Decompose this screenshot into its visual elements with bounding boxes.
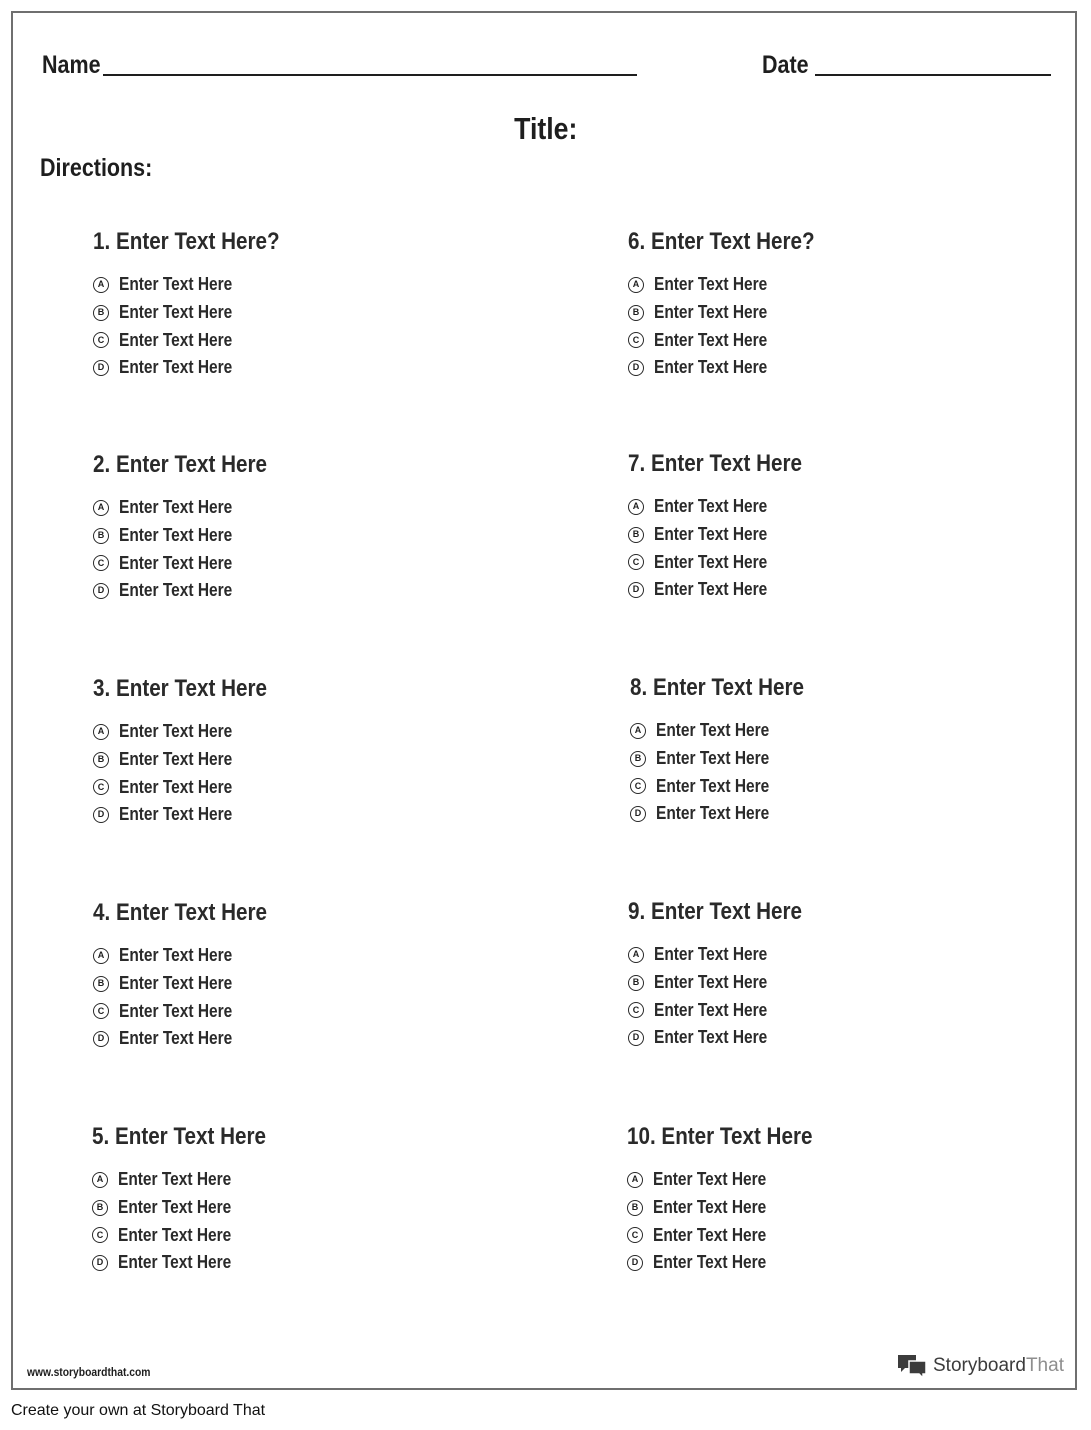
answer-option[interactable]: [93, 746, 533, 774]
answer-option[interactable]: [628, 354, 1068, 382]
option-text: Enter Text Here: [119, 302, 233, 323]
option-text: Enter Text Here: [654, 357, 768, 378]
option-text: Enter Text Here: [654, 496, 768, 517]
answer-option[interactable]: [630, 745, 1070, 773]
option-a-circle-icon: A: [93, 277, 109, 293]
question-text: 2. Enter Text Here: [93, 451, 267, 478]
option-c-circle-icon: C: [93, 779, 109, 795]
option-a-circle-icon: A: [93, 948, 109, 964]
option-c-circle-icon: C: [93, 555, 109, 571]
question-4: [93, 898, 533, 1053]
directions-label: Directions:: [40, 154, 153, 182]
answer-option[interactable]: [628, 996, 1068, 1024]
question-1: [93, 227, 533, 382]
option-text: Enter Text Here: [653, 1252, 767, 1273]
option-text: Enter Text Here: [119, 1028, 233, 1049]
option-text: Enter Text Here: [654, 999, 768, 1020]
option-text: Enter Text Here: [119, 497, 233, 518]
option-d-circle-icon: D: [93, 360, 109, 376]
answer-option[interactable]: [92, 1166, 532, 1194]
option-text: Enter Text Here: [654, 551, 768, 572]
answer-option[interactable]: [92, 1194, 532, 1222]
name-label: Name: [42, 51, 101, 79]
question-8: [630, 673, 1070, 828]
option-d-circle-icon: D: [628, 360, 644, 376]
option-text: Enter Text Here: [653, 1224, 767, 1245]
option-text: Enter Text Here: [656, 748, 770, 769]
question-text: 1. Enter Text Here?: [93, 228, 280, 255]
answer-option[interactable]: [93, 299, 533, 327]
option-text: Enter Text Here: [118, 1252, 232, 1273]
question-10: [627, 1122, 1067, 1277]
answer-option[interactable]: [627, 1194, 1067, 1222]
answer-option[interactable]: [93, 1025, 533, 1053]
option-a-circle-icon: A: [93, 500, 109, 516]
answer-option[interactable]: [93, 522, 533, 550]
question-9: [628, 897, 1068, 1052]
option-b-circle-icon: B: [628, 305, 644, 321]
option-c-circle-icon: C: [627, 1227, 643, 1243]
answer-option[interactable]: [93, 271, 533, 299]
answer-option[interactable]: [93, 970, 533, 998]
option-text: Enter Text Here: [119, 776, 233, 797]
option-c-circle-icon: C: [93, 1003, 109, 1019]
question-text: 9. Enter Text Here: [628, 898, 802, 925]
option-b-circle-icon: B: [93, 305, 109, 321]
answer-option[interactable]: [93, 773, 533, 801]
option-text: Enter Text Here: [119, 945, 233, 966]
option-d-circle-icon: D: [92, 1255, 108, 1271]
option-c-circle-icon: C: [628, 554, 644, 570]
answer-option[interactable]: [627, 1166, 1067, 1194]
question-text: 3. Enter Text Here: [93, 675, 267, 702]
option-text: Enter Text Here: [654, 329, 768, 350]
answer-option[interactable]: [93, 326, 533, 354]
answer-option[interactable]: [630, 800, 1070, 828]
option-text: Enter Text Here: [119, 552, 233, 573]
logo-word-storyboard: Storyboard: [933, 1355, 1026, 1376]
option-text: Enter Text Here: [653, 1197, 767, 1218]
answer-option[interactable]: [628, 576, 1068, 604]
option-a-circle-icon: A: [627, 1172, 643, 1188]
option-text: Enter Text Here: [654, 524, 768, 545]
option-text: Enter Text Here: [656, 775, 770, 796]
question-text: 6. Enter Text Here?: [628, 228, 815, 255]
answer-option[interactable]: [628, 1024, 1068, 1052]
answer-option[interactable]: [92, 1221, 532, 1249]
option-text: Enter Text Here: [119, 329, 233, 350]
answer-option[interactable]: [93, 718, 533, 746]
answer-option[interactable]: [628, 941, 1068, 969]
option-text: Enter Text Here: [119, 1000, 233, 1021]
answer-option[interactable]: [628, 969, 1068, 997]
option-text: Enter Text Here: [653, 1169, 767, 1190]
answer-option[interactable]: [628, 271, 1068, 299]
worksheet-page: [11, 11, 1077, 1390]
logo-wordmark: [933, 1355, 1064, 1377]
question-text: 7. Enter Text Here: [628, 450, 802, 477]
option-text: Enter Text Here: [118, 1224, 232, 1245]
worksheet-title-text: Title:: [514, 111, 578, 146]
option-a-circle-icon: A: [628, 277, 644, 293]
answer-option[interactable]: [627, 1249, 1067, 1277]
option-d-circle-icon: D: [628, 1030, 644, 1046]
answer-option[interactable]: [93, 801, 533, 829]
question-5: [92, 1122, 532, 1277]
answer-option[interactable]: [630, 717, 1070, 745]
option-c-circle-icon: C: [93, 332, 109, 348]
option-text: Enter Text Here: [119, 274, 233, 295]
worksheet-title: [13, 111, 1079, 147]
date-label: Date: [762, 51, 809, 79]
question-2: [93, 450, 533, 605]
storyboardthat-logo: [896, 1353, 1064, 1379]
option-c-circle-icon: C: [628, 1002, 644, 1018]
create-your-own-caption[interactable]: Create your own at Storyboard That: [11, 1402, 266, 1419]
option-text: Enter Text Here: [654, 274, 768, 295]
date-blank-line: [815, 74, 1051, 76]
option-b-circle-icon: B: [92, 1200, 108, 1216]
option-b-circle-icon: B: [93, 976, 109, 992]
answer-option[interactable]: [628, 493, 1068, 521]
option-text: Enter Text Here: [654, 1027, 768, 1048]
question-6: [628, 227, 1068, 382]
answer-option[interactable]: [628, 548, 1068, 576]
option-a-circle-icon: A: [92, 1172, 108, 1188]
answer-option[interactable]: [628, 299, 1068, 327]
option-text: Enter Text Here: [119, 525, 233, 546]
name-blank-line: [103, 74, 637, 76]
option-text: Enter Text Here: [119, 804, 233, 825]
option-text: Enter Text Here: [119, 749, 233, 770]
option-b-circle-icon: B: [93, 752, 109, 768]
option-text: Enter Text Here: [656, 720, 770, 741]
answer-option[interactable]: [630, 772, 1070, 800]
option-text: Enter Text Here: [119, 580, 233, 601]
option-d-circle-icon: D: [93, 1031, 109, 1047]
speech-bubbles-icon: [896, 1353, 928, 1379]
answer-option[interactable]: [628, 326, 1068, 354]
option-c-circle-icon: C: [630, 778, 646, 794]
option-text: Enter Text Here: [654, 302, 768, 323]
question-text: 4. Enter Text Here: [93, 899, 267, 926]
option-b-circle-icon: B: [93, 528, 109, 544]
option-d-circle-icon: D: [93, 807, 109, 823]
option-text: Enter Text Here: [119, 357, 233, 378]
option-a-circle-icon: A: [628, 947, 644, 963]
question-text: 5. Enter Text Here: [92, 1123, 266, 1150]
option-b-circle-icon: B: [630, 751, 646, 767]
option-text: Enter Text Here: [118, 1197, 232, 1218]
answer-option[interactable]: [93, 577, 533, 605]
option-text: Enter Text Here: [654, 972, 768, 993]
question-3: [93, 674, 533, 829]
answer-option[interactable]: [93, 942, 533, 970]
option-d-circle-icon: D: [628, 582, 644, 598]
answer-option[interactable]: [93, 549, 533, 577]
option-text: Enter Text Here: [654, 579, 768, 600]
option-text: Enter Text Here: [119, 721, 233, 742]
option-b-circle-icon: B: [628, 975, 644, 991]
question-7: [628, 449, 1068, 604]
option-d-circle-icon: D: [630, 806, 646, 822]
option-text: Enter Text Here: [654, 944, 768, 965]
option-d-circle-icon: D: [627, 1255, 643, 1271]
site-url: www.storyboardthat.com: [27, 1365, 151, 1379]
answer-option[interactable]: [627, 1221, 1067, 1249]
question-text: 8. Enter Text Here: [630, 674, 804, 701]
option-text: Enter Text Here: [119, 973, 233, 994]
answer-option[interactable]: [628, 521, 1068, 549]
logo-word-that: That: [1025, 1355, 1064, 1376]
answer-option[interactable]: [93, 494, 533, 522]
answer-option[interactable]: [92, 1249, 532, 1277]
option-d-circle-icon: D: [93, 583, 109, 599]
question-text: 10. Enter Text Here: [627, 1123, 813, 1150]
option-a-circle-icon: A: [630, 723, 646, 739]
option-b-circle-icon: B: [627, 1200, 643, 1216]
option-b-circle-icon: B: [628, 527, 644, 543]
option-a-circle-icon: A: [93, 724, 109, 740]
option-text: Enter Text Here: [656, 803, 770, 824]
option-text: Enter Text Here: [118, 1169, 232, 1190]
option-c-circle-icon: C: [92, 1227, 108, 1243]
option-a-circle-icon: A: [628, 499, 644, 515]
answer-option[interactable]: [93, 354, 533, 382]
option-c-circle-icon: C: [628, 332, 644, 348]
answer-option[interactable]: [93, 997, 533, 1025]
